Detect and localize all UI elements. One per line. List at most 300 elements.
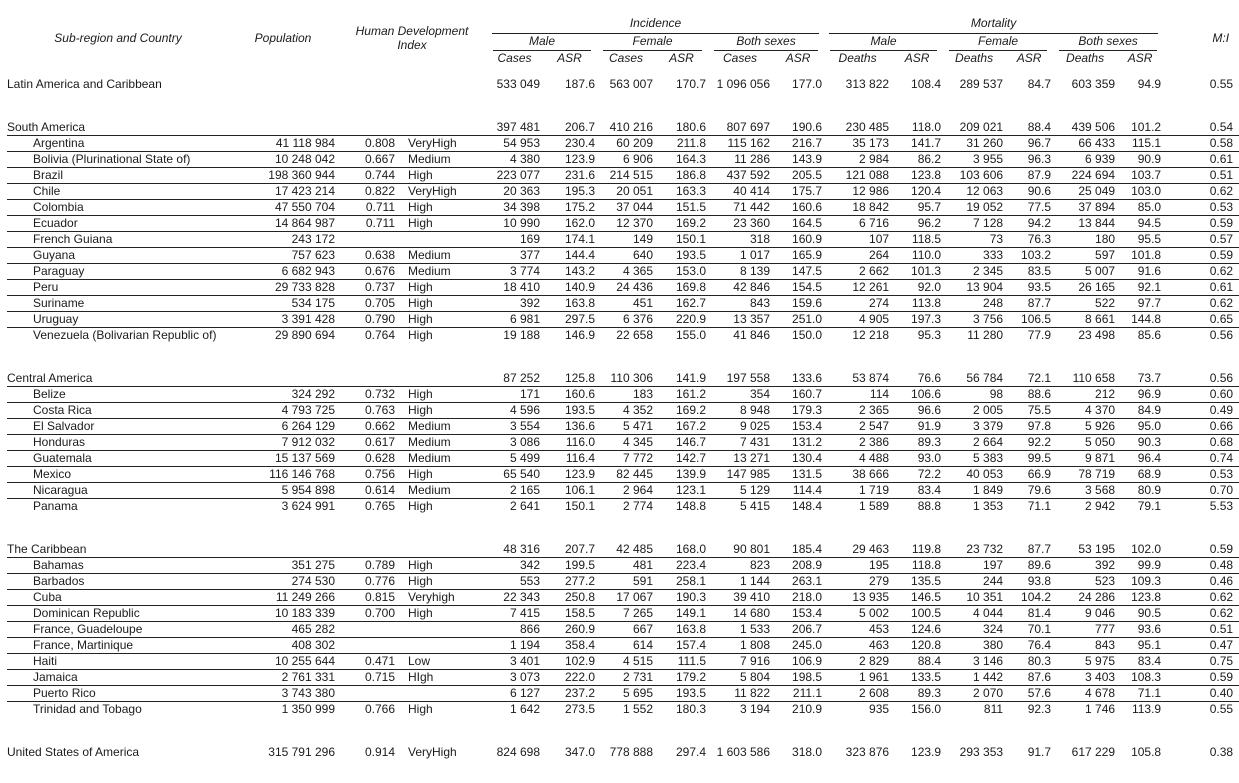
mortality-both-deaths-cell: 6 939: [1053, 152, 1117, 168]
incidence-male-cases-cell: 22 343: [487, 590, 542, 606]
mortality-male-deaths-cell: 2 386: [824, 435, 891, 451]
incidence-male-asr-cell: 250.8: [542, 590, 597, 606]
incidence-female-cases-cell: 410 216: [597, 120, 655, 136]
mortality-female-asr-cell: 87.7: [1005, 296, 1053, 312]
mortality-female-asr-cell: 99.5: [1005, 451, 1053, 467]
incidence-female-asr-cell: 168.0: [655, 542, 708, 558]
incidence-male-asr-cell: 116.0: [542, 435, 597, 451]
incidence-female-cases-cell: 183: [597, 387, 655, 403]
mortality-male-asr-cell: 119.8: [891, 542, 943, 558]
population-cell: 351 275: [229, 558, 337, 574]
table-row: [7, 606, 1239, 622]
hdi-category-cell: Medium: [397, 152, 487, 168]
table-row: [7, 136, 1239, 152]
header-incidence-both-asr: ASR: [785, 51, 811, 65]
hdi-category-cell: [397, 542, 487, 558]
incidence-male-asr-cell: 273.5: [564, 702, 595, 716]
incidence-both-cases-cell: 7 431: [708, 435, 772, 451]
table-row: [7, 152, 1239, 168]
mortality-male-asr-cell: 93.0: [891, 451, 943, 467]
mortality-both-asr-cell: 90.3: [1117, 435, 1163, 451]
incidence-both-asr-cell: 131.5: [772, 467, 824, 483]
population-cell: 2 761 331: [229, 670, 337, 686]
country-name-cell: Belize: [7, 387, 229, 403]
incidence-male-cases-cell: 342: [487, 558, 542, 574]
population-cell: 14 864 987: [229, 216, 337, 232]
hdi-category-cell: Medium: [397, 264, 487, 280]
incidence-female-asr-cell: 162.7: [655, 296, 708, 312]
incidence-male-cases-cell: 2 641: [509, 499, 540, 513]
incidence-male-asr-cell: 144.4: [542, 248, 597, 264]
table-row: [7, 435, 1239, 451]
mortality-both-asr-cell: 84.9: [1117, 403, 1163, 419]
spacer-cell: [7, 92, 1239, 120]
incidence-female-cases-cell: 481: [597, 558, 655, 574]
hdi-value-cell: 0.808: [337, 136, 397, 152]
incidence-male-cases-cell: 6 981: [487, 312, 542, 328]
mortality-female-asr-cell: 88.6: [1005, 387, 1053, 403]
mortality-both-asr-cell: 92.1: [1117, 280, 1163, 296]
incidence-both-asr-cell: 318.0: [792, 745, 823, 759]
incidence-male-asr-cell: 174.1: [542, 232, 597, 248]
country-name-cell: Panama: [33, 499, 78, 513]
country-name-cell: Trinidad and Tobago: [33, 702, 142, 716]
population-cell: 3 743 380: [229, 686, 337, 702]
mortality-female-deaths-cell: 3 146: [943, 654, 1005, 670]
mortality-both-deaths-cell: 224 694: [1053, 168, 1117, 184]
incidence-female-asr-cell: 180.6: [655, 120, 708, 136]
mortality-male-asr-cell: 89.3: [891, 686, 943, 702]
header-incidence-male-asr: ASR: [557, 51, 582, 65]
mortality-female-deaths-cell: 3 955: [943, 152, 1005, 168]
incidence-female-asr-cell: 169.2: [655, 216, 708, 232]
section-spacer: [7, 92, 1239, 120]
mortality-both-deaths-cell: 3 403: [1053, 670, 1117, 686]
hdi-value-cell: 0.789: [337, 558, 397, 574]
incidence-female-cases-cell: 2 964: [597, 483, 655, 499]
mortality-both-asr-cell: 102.0: [1117, 542, 1163, 558]
incidence-female-cases-cell: 2 731: [597, 670, 655, 686]
incidence-male-cases-cell: 65 540: [487, 467, 542, 483]
incidence-both-asr-cell: 198.5: [772, 670, 824, 686]
population-cell: 243 172: [229, 232, 337, 248]
hdi-value-cell: 0.705: [337, 296, 397, 312]
mortality-male-asr-cell: 156.0: [911, 702, 942, 716]
hdi-category-cell: High: [397, 280, 487, 296]
incidence-female-asr-cell: 169.8: [655, 280, 708, 296]
header-population: Population: [254, 30, 312, 45]
incidence-both-cases-cell: 437 592: [708, 168, 772, 184]
mortality-male-deaths-cell: 2 547: [824, 419, 891, 435]
country-name-cell: Guatemala: [7, 451, 229, 467]
mi-ratio-cell: 0.62: [1163, 296, 1239, 312]
country-name-cell: Suriname: [7, 296, 229, 312]
mortality-both-deaths-cell: 617 229: [1071, 745, 1116, 759]
mortality-female-asr-cell: 77.9: [1027, 328, 1052, 342]
table-row: [7, 280, 1239, 296]
mortality-both-asr-cell: 90.5: [1117, 606, 1163, 622]
mi-ratio-cell: 0.48: [1163, 558, 1239, 574]
mortality-both-deaths-cell: 26 165: [1053, 280, 1117, 296]
incidence-both-cases-cell: 3 194: [739, 702, 770, 716]
country-name-cell: Bolivia (Plurinational State of): [7, 152, 229, 168]
incidence-female-cases-cell: 149: [597, 232, 655, 248]
mortality-male-deaths-cell: 195: [824, 558, 891, 574]
incidence-male-cases-cell: 20 363: [487, 184, 542, 200]
country-name-cell: Chile: [7, 184, 229, 200]
mi-ratio-cell: 0.62: [1163, 606, 1239, 622]
incidence-male-cases-cell: 3 073: [487, 670, 542, 686]
incidence-both-asr-cell: 150.0: [792, 328, 823, 342]
mortality-female-asr-cell: 72.1: [1005, 371, 1053, 387]
mortality-female-deaths-cell: 13 904: [943, 280, 1005, 296]
hdi-category-cell: [397, 120, 487, 136]
table-row: [7, 702, 1239, 718]
mortality-female-deaths-cell: 248: [943, 296, 1005, 312]
mi-ratio-cell: 0.68: [1163, 435, 1239, 451]
mortality-female-deaths-cell: 7 128: [943, 216, 1005, 232]
incidence-both-cases-cell: 843: [708, 296, 772, 312]
population-cell: 3 624 991: [281, 499, 335, 513]
incidence-both-cases-cell: 5 415: [739, 499, 770, 513]
mortality-female-asr-cell: 57.6: [1005, 686, 1053, 702]
mortality-female-deaths-cell: 293 353: [959, 745, 1004, 759]
incidence-female-asr-cell: 153.0: [655, 264, 708, 280]
incidence-both-asr-cell: 165.9: [772, 248, 824, 264]
mortality-female-asr-cell: 94.2: [1005, 216, 1053, 232]
table-row: [7, 168, 1239, 184]
mortality-both-asr-cell: 99.9: [1117, 558, 1163, 574]
mortality-male-asr-cell: 89.3: [891, 435, 943, 451]
incidence-female-asr-cell: 220.9: [655, 312, 708, 328]
incidence-male-cases-cell: 3 086: [487, 435, 542, 451]
table-row: [7, 232, 1239, 248]
mortality-male-deaths-cell: 274: [824, 296, 891, 312]
incidence-female-asr-cell: 150.1: [655, 232, 708, 248]
mi-ratio-cell: 0.66: [1163, 419, 1239, 435]
population-cell: 10 183 339: [229, 606, 337, 622]
incidence-both-asr-cell: 160.6: [772, 200, 824, 216]
incidence-both-cases-cell: 41 846: [733, 328, 770, 342]
incidence-female-asr-cell: 297.4: [675, 745, 706, 759]
mortality-female-asr-cell: 97.8: [1005, 419, 1053, 435]
incidence-both-cases-cell: 13 357: [708, 312, 772, 328]
mi-ratio-cell: 0.55: [1209, 77, 1234, 91]
mortality-both-asr-cell: 97.7: [1117, 296, 1163, 312]
incidence-both-asr-cell: 160.7: [772, 387, 824, 403]
table-row: [7, 686, 1239, 702]
mortality-female-deaths-cell: 10 351: [943, 590, 1005, 606]
population-cell: 6 682 943: [229, 264, 337, 280]
hdi-value-cell: 0.676: [337, 264, 397, 280]
spacer-cell: [7, 343, 1239, 371]
hdi-category-cell: VeryHigh: [397, 136, 487, 152]
mi-ratio-cell: 0.53: [1163, 200, 1239, 216]
mi-ratio-cell: 0.59: [1163, 670, 1239, 686]
section-spacer: [7, 514, 1239, 542]
hdi-category-cell: High: [397, 312, 487, 328]
incidence-male-cases-cell: 392: [487, 296, 542, 312]
mortality-both-deaths-cell: 53 195: [1053, 542, 1117, 558]
mortality-both-asr-cell: 93.6: [1117, 622, 1163, 638]
mortality-both-deaths-cell: 5 050: [1053, 435, 1117, 451]
mortality-male-asr-cell: 91.9: [891, 419, 943, 435]
header-mortality-both-asr: ASR: [1127, 51, 1153, 65]
mortality-male-asr-cell: 95.3: [917, 328, 942, 342]
incidence-male-cases-cell: 866: [487, 622, 542, 638]
mortality-male-deaths-cell: 107: [824, 232, 891, 248]
mortality-both-asr-cell: 103.0: [1117, 184, 1163, 200]
header-incidence-female-asr: ASR: [669, 51, 694, 65]
incidence-male-cases-cell: 1 642: [509, 702, 540, 716]
hdi-value-cell: 0.471: [337, 654, 397, 670]
mortality-both-asr-cell: 113.9: [1131, 702, 1162, 716]
mortality-female-deaths-cell: 11 280: [967, 328, 1004, 342]
incidence-both-asr-cell: 164.5: [772, 216, 824, 232]
incidence-female-asr-cell: 157.4: [655, 638, 708, 654]
mortality-female-asr-cell: 79.6: [1005, 483, 1053, 499]
country-name-cell: Guyana: [7, 248, 229, 264]
mi-ratio-cell: 0.59: [1163, 248, 1239, 264]
hdi-value-cell: [337, 371, 397, 387]
mortality-female-asr-cell: 76.4: [1005, 638, 1053, 654]
mortality-both-deaths-cell: 523: [1053, 574, 1117, 590]
incidence-male-asr-cell: 125.8: [542, 371, 597, 387]
mortality-female-asr-cell: 71.1: [1027, 499, 1052, 513]
incidence-female-asr-cell: 151.5: [655, 200, 708, 216]
mortality-female-asr-cell: 77.5: [1005, 200, 1053, 216]
population-cell: 47 550 704: [229, 200, 337, 216]
incidence-female-cases-cell: 614: [597, 638, 655, 654]
mortality-both-asr-cell: 96.9: [1117, 387, 1163, 403]
population-cell: 4 793 725: [229, 403, 337, 419]
mortality-both-asr-cell: 85.6: [1137, 328, 1162, 342]
mortality-female-deaths-cell: 1 442: [943, 670, 1005, 686]
mortality-male-deaths-cell: 6 716: [824, 216, 891, 232]
mortality-female-asr-cell: 84.7: [1027, 77, 1052, 91]
incidence-female-cases-cell: 7 772: [597, 451, 655, 467]
mortality-male-deaths-cell: 13 935: [824, 590, 891, 606]
table-row: [7, 312, 1239, 328]
incidence-both-cases-cell: 1 808: [708, 638, 772, 654]
mortality-male-asr-cell: 133.5: [891, 670, 943, 686]
hdi-value-cell: 0.744: [337, 168, 397, 184]
mi-ratio-cell: 0.62: [1163, 590, 1239, 606]
mortality-female-asr-cell: 87.7: [1005, 542, 1053, 558]
incidence-both-cases-cell: 8 139: [708, 264, 772, 280]
mortality-both-deaths-cell: 3 568: [1053, 483, 1117, 499]
incidence-female-asr-cell: 149.1: [655, 606, 708, 622]
mortality-male-deaths-cell: 264: [824, 248, 891, 264]
incidence-female-cases-cell: 20 051: [597, 184, 655, 200]
incidence-male-cases-cell: 533 049: [496, 77, 540, 91]
mortality-male-asr-cell: 118.5: [891, 232, 943, 248]
mortality-female-deaths-cell: 19 052: [943, 200, 1005, 216]
incidence-male-asr-cell: 163.8: [542, 296, 597, 312]
mortality-female-asr-cell: 96.3: [1005, 152, 1053, 168]
incidence-female-asr-cell: 167.2: [655, 419, 708, 435]
table-row: [7, 328, 1239, 344]
mortality-female-deaths-cell: 197: [943, 558, 1005, 574]
incidence-male-cases-cell: 1 194: [487, 638, 542, 654]
hdi-category-cell: Medium: [397, 248, 487, 264]
mi-ratio-cell: 0.62: [1163, 264, 1239, 280]
hdi-value-cell: 0.617: [337, 435, 397, 451]
incidence-both-cases-cell: 11 286: [708, 152, 772, 168]
table-row: [7, 216, 1239, 232]
mortality-both-deaths-cell: 597: [1053, 248, 1117, 264]
table-body: [7, 77, 1239, 760]
mortality-female-asr-cell: 92.2: [1005, 435, 1053, 451]
incidence-female-asr-cell: 111.5: [655, 654, 708, 670]
incidence-both-cases-cell: 14 680: [708, 606, 772, 622]
mortality-male-asr-cell: 113.8: [891, 296, 943, 312]
mortality-female-deaths-cell: 2 005: [943, 403, 1005, 419]
hdi-value-cell: 0.764: [364, 328, 395, 342]
incidence-female-asr-cell: 139.9: [655, 467, 708, 483]
incidence-male-cases-cell: 553: [487, 574, 542, 590]
incidence-male-cases-cell: 54 953: [487, 136, 542, 152]
incidence-female-asr-cell: 223.4: [655, 558, 708, 574]
mortality-female-deaths-cell: 5 383: [943, 451, 1005, 467]
hdi-value-cell: 0.614: [337, 483, 397, 499]
header-mi-ratio: M:I: [1212, 30, 1230, 45]
table-row: [7, 654, 1239, 670]
mortality-male-asr-cell: 106.6: [891, 387, 943, 403]
mi-ratio-cell: 0.55: [1209, 702, 1234, 716]
incidence-both-asr-cell: 251.0: [772, 312, 824, 328]
incidence-male-cases-cell: 223 077: [487, 168, 542, 184]
table-row: [7, 542, 1239, 558]
table-header: [7, 8, 1239, 77]
incidence-both-cases-cell: 354: [708, 387, 772, 403]
population-cell: 1 350 999: [281, 702, 335, 716]
mortality-both-deaths-cell: 843: [1053, 638, 1117, 654]
table-row: [7, 184, 1239, 200]
hdi-category-cell: High: [408, 328, 433, 342]
incidence-female-cases-cell: 7 265: [597, 606, 655, 622]
incidence-both-asr-cell: 190.6: [772, 120, 824, 136]
header-mortality: Mortality: [824, 8, 1163, 34]
incidence-male-asr-cell: 222.0: [542, 670, 597, 686]
mortality-female-asr-cell: 93.5: [1005, 280, 1053, 296]
country-name-cell: Paraguay: [7, 264, 229, 280]
incidence-female-asr-cell: 155.0: [675, 328, 706, 342]
incidence-male-asr-cell: 187.6: [564, 77, 595, 91]
mortality-both-deaths-cell: 603 359: [1071, 77, 1116, 91]
mortality-female-deaths-cell: 103 606: [943, 168, 1005, 184]
mortality-both-deaths-cell: 66 433: [1053, 136, 1117, 152]
mortality-male-deaths-cell: 1 961: [824, 670, 891, 686]
incidence-both-asr-cell: 131.2: [772, 435, 824, 451]
mortality-both-deaths-cell: 2 942: [1085, 499, 1116, 513]
hdi-category-cell: [397, 622, 487, 638]
population-cell: 274 530: [229, 574, 337, 590]
country-name-cell: Peru: [7, 280, 229, 296]
table-row: [7, 371, 1239, 387]
country-name-cell: Honduras: [7, 435, 229, 451]
incidence-both-cases-cell: 13 271: [708, 451, 772, 467]
mortality-male-deaths-cell: 463: [824, 638, 891, 654]
incidence-both-asr-cell: 143.9: [772, 152, 824, 168]
incidence-female-asr-cell: 142.7: [655, 451, 708, 467]
mortality-both-asr-cell: 95.5: [1117, 232, 1163, 248]
incidence-both-asr-cell: 185.4: [772, 542, 824, 558]
incidence-male-asr-cell: 199.5: [542, 558, 597, 574]
incidence-both-asr-cell: 106.9: [772, 654, 824, 670]
mortality-female-deaths-cell: 333: [943, 248, 1005, 264]
incidence-both-cases-cell: 147 985: [708, 467, 772, 483]
mi-ratio-cell: 0.61: [1163, 152, 1239, 168]
hdi-value-cell: [337, 622, 397, 638]
mortality-male-asr-cell: 100.5: [891, 606, 943, 622]
hdi-value-cell: 0.737: [337, 280, 397, 296]
hdi-category-cell: High: [397, 387, 487, 403]
mortality-female-asr-cell: 103.2: [1005, 248, 1053, 264]
country-name-cell: Puerto Rico: [7, 686, 229, 702]
mortality-female-asr-cell: 91.7: [1027, 745, 1052, 759]
incidence-female-cases-cell: 4 515: [597, 654, 655, 670]
mortality-male-deaths-cell: 4 905: [824, 312, 891, 328]
mortality-male-deaths-cell: 121 088: [824, 168, 891, 184]
header-incidence: Incidence: [487, 8, 824, 34]
country-name-cell: France, Guadeloupe: [7, 622, 229, 638]
hdi-category-cell: Medium: [397, 419, 487, 435]
incidence-male-cases-cell: 4 596: [487, 403, 542, 419]
hdi-value-cell: 0.914: [364, 745, 395, 759]
hdi-value-cell: 0.662: [337, 419, 397, 435]
population-cell: 198 360 944: [229, 168, 337, 184]
hdi-value-cell: 0.765: [364, 499, 395, 513]
incidence-both-asr-cell: 210.9: [792, 702, 823, 716]
incidence-male-asr-cell: 206.7: [542, 120, 597, 136]
header-mortality-both-deaths: Deaths: [1066, 51, 1105, 65]
mortality-male-deaths-cell: 1 719: [824, 483, 891, 499]
mortality-male-deaths-cell: 18 842: [824, 200, 891, 216]
incidence-male-cases-cell: 6 127: [487, 686, 542, 702]
mortality-both-deaths-cell: 212: [1053, 387, 1117, 403]
population-cell: [229, 77, 337, 92]
mortality-female-deaths-cell: 244: [943, 574, 1005, 590]
population-cell: 10 255 644: [229, 654, 337, 670]
incidence-male-asr-cell: 237.2: [542, 686, 597, 702]
incidence-both-cases-cell: 8 948: [708, 403, 772, 419]
mortality-male-asr-cell: 120.8: [891, 638, 943, 654]
incidence-male-cases-cell: 4 380: [487, 152, 542, 168]
population-cell: 116 146 768: [229, 467, 337, 483]
incidence-female-cases-cell: 60 209: [597, 136, 655, 152]
hdi-category-cell: High: [408, 499, 433, 513]
incidence-female-cases-cell: 591: [597, 574, 655, 590]
mortality-female-asr-cell: 76.3: [1005, 232, 1053, 248]
incidence-male-cases-cell: 169: [487, 232, 542, 248]
incidence-male-asr-cell: 123.9: [542, 152, 597, 168]
incidence-female-asr-cell: 190.3: [655, 590, 708, 606]
hdi-value-cell: 0.711: [337, 200, 397, 216]
header-country: Sub-region and Country: [54, 30, 182, 45]
hdi-value-cell: 0.790: [337, 312, 397, 328]
mortality-male-deaths-cell: 2 984: [824, 152, 891, 168]
incidence-both-asr-cell: 133.6: [772, 371, 824, 387]
incidence-both-asr-cell: 216.7: [772, 136, 824, 152]
mi-ratio-cell: 0.40: [1163, 686, 1239, 702]
incidence-male-asr-cell: 150.1: [564, 499, 595, 513]
country-name-cell: South America: [7, 120, 229, 136]
mi-ratio-cell: 0.57: [1163, 232, 1239, 248]
population-cell: 5 954 898: [229, 483, 337, 499]
mortality-male-asr-cell: 101.3: [891, 264, 943, 280]
hdi-category-cell: High: [397, 606, 487, 622]
